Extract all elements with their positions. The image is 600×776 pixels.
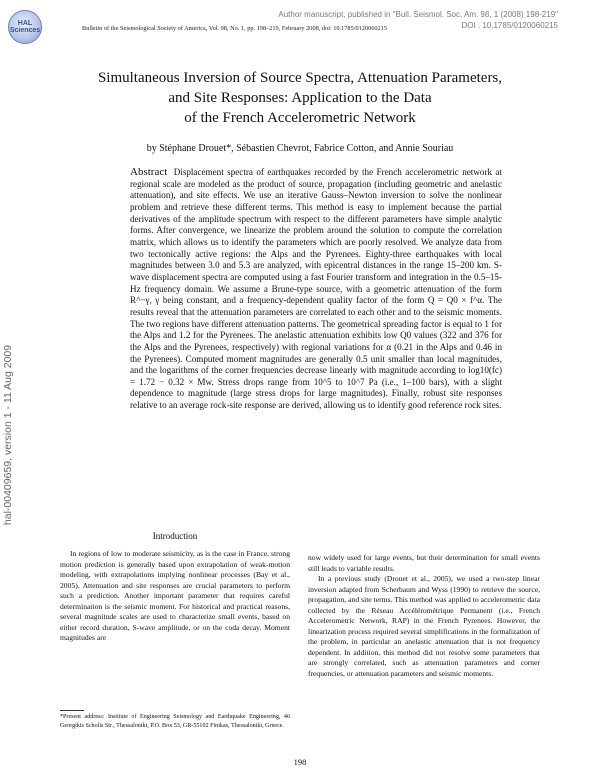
section-heading-introduction: Introduction	[152, 531, 198, 541]
side-identifier	[0, 285, 16, 585]
abstract-label: Abstract	[130, 166, 168, 178]
body-column-right	[308, 553, 540, 679]
body-column-left	[60, 549, 290, 644]
hal-logo	[8, 10, 42, 44]
title-line-1: Simultaneous Inversion of Source Spectra, Attenuation Parameters,	[97, 70, 503, 86]
side-identifier-text: hal-00409659, version 1 - 11 Aug 2009	[2, 344, 14, 526]
paper-title	[60, 68, 540, 128]
footnote-rule	[60, 710, 84, 711]
intro-paragraph-2: In a previous study (Drouet et al., 2005), we used a two-step linear inversion adapted from Scherbaum and Wyss (1990) to retrieve the source, propagation, and site terms. This method was applied to accelerometric data collected by the Réseau Accélérométrique Permanent (i.e., French Accelerometric Network, RAP) in the French Pyrenees. However, the linearization process required several simplifications in the formalization of the problem, in particular an anelastic attenuation that is not frequency dependent. In addition, this method did not resolve some parameters that are strongly correlated, such as attenuation parameters and corner frequencies, or attenuation parameters and seismic moments.	[308, 574, 540, 678]
title-line-2: and Site Responses: Application to the Data	[168, 90, 432, 106]
footnote-address: *Present address: Institute of Engineering Seismology and Earthquake Engineering, 46 Georgikis Scholis Str., Thessaloniki, P.O. Box 53, GR-55102 Finikas, Thessaloniki, Greece.	[60, 714, 290, 729]
intro-paragraph-1-continued: now widely used for large events, but their determination for small events still leads to variable results.	[308, 553, 540, 573]
author-list: by Stéphane Drouet*, Sébastien Chevrot, Fabrice Cotton, and Annie Souriau	[146, 143, 454, 154]
doi-note: DOI : 10.1785/0120060215	[461, 21, 558, 30]
abstract-text: Displacement spectra of earthquakes recorded by the French accelerometric network at regional scale are modeled as the product of source, propagation (including geometric and anelastic attenuation), and site effects. We use an iterative Gauss–Newton inversion to solve the nonlinear problem and retrieve these different terms. This method is easy to implement because the partial derivatives of the amplitude spectrum with respect to the different parameters have simple analytic forms. After convergence, we linearize the problem around the solution to compute the correlation matrix, which allows us to identify the parameters which are poorly resolved. We analyze data from two tectonically active regions: the Alps and the Pyrenees. Eighty-three earthquakes with local magnitudes between 3.0 and 5.3 are analyzed, with epicentral distances in the range 15–200 km. S-wave displacement spectra are computed using a fast Fourier transform and integration in the 0.5–15-Hz frequency domain. We assume a Brune-type source, with a geometric attenuation of the form R^−γ, γ being constant, and a frequency-dependent quality factor of the form Q = Q0 × f^α. The results reveal that the attenuation parameters are correlated to each other and to the seismic moments. The two regions have different attenuation patterns. The geometrical spreading factor is equal to 1 for the Alps and 1.2 for the Pyrenees. The anelastic attenuation exhibits low Q0 values (322 and 376 for the Alps and the Pyrenees, respectively) with regional variations for α (0.21 in the Alps and 0.46 in the Pyrenees). Computed moment magnitudes are generally 0.5 unit smaller than local magnitudes, and the logarithms of the corner frequencies decrease linearly with magnitude according to log10(fc) = 1.72 − 0.32 × Mw. Stress drops range from 10^5 to 10^7 Pa (i.e., 1–100 bars), with a slight dependence to magnitude (large stress drops for large magnitudes). Finally, robust site responses relative to an average rock-site response are derived, allowing us to identify good reference rock sites.	[130, 167, 502, 411]
hal-logo-text: HAL Sciences	[9, 20, 41, 34]
title-line-3: of the French Accelerometric Network	[184, 110, 416, 126]
journal-running-header: Bulletin of the Seismological Society of America, Vol. 98, No. 1, pp. 198–219, February 2008, doi: 10.1785/0120060215	[82, 25, 387, 32]
manuscript-note: Author manuscript, published in "Bull. Seismol. Soc. Am. 98, 1 (2008) 198-219"	[278, 10, 558, 19]
abstract-block	[130, 167, 502, 412]
page-number: 198	[293, 757, 307, 767]
intro-paragraph-1: In regions of low to moderate seismicity, as is the case in France, strong motion prediction is generally based upon extrapolation of weak-motion modeling, with extrapolations implying nonlinear processes (Bay et al., 2005). Attenuation and site responses are crucial parameters to perform such a prediction. Another important parameter that requires careful determination is the seismic moment. For historical and practical reasons, several magnitude scales are used to characterize small events, based on either record duration, S-wave amplitude, or on the coda decay. Moment magnitudes are	[60, 549, 290, 642]
